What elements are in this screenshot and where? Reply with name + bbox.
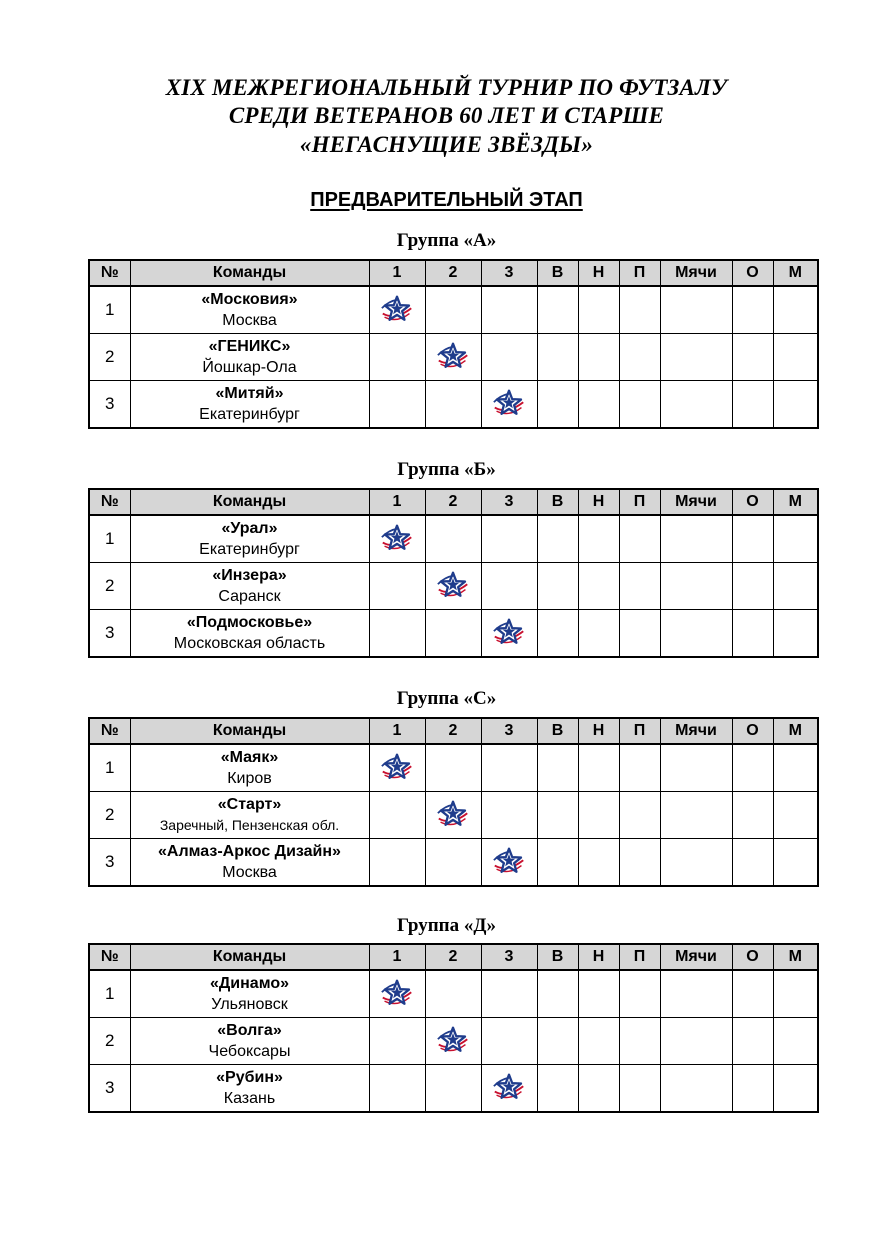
row-number: 2: [89, 1018, 130, 1065]
team-name: «Маяк»: [220, 749, 279, 766]
col-draws: Н: [578, 489, 619, 515]
self-match-cell: [425, 792, 481, 839]
team-cell: [130, 839, 369, 887]
table-row: [89, 563, 818, 610]
tournament-title-line-3: «НЕГАСНУЩИЕ ЗВЁЗДЫ»: [299, 132, 594, 157]
star-logo-icon: [379, 978, 415, 1010]
losses-cell: [619, 610, 660, 658]
draws-cell: [578, 839, 619, 887]
table-row: [89, 839, 818, 887]
place-cell: [773, 515, 818, 563]
col-teams: Команды: [130, 718, 369, 744]
star-logo-icon: [379, 294, 415, 326]
team-cell: [130, 610, 369, 658]
group-c-table: [88, 717, 819, 887]
team-city: Екатеринбург: [199, 406, 300, 423]
tournament-title-line-1: XIX МЕЖРЕГИОНАЛЬНЫЙ ТУРНИР ПО ФУТЗАЛУ: [165, 75, 728, 100]
goals-cell: [660, 334, 732, 381]
table-header-row: [89, 489, 818, 515]
col-1: 1: [369, 944, 425, 970]
team-name: «Алмаз-Аркос Дизайн»: [158, 843, 341, 860]
col-place: М: [773, 718, 818, 744]
self-match-cell: [481, 610, 537, 658]
star-logo-icon: [379, 752, 415, 784]
col-draws: Н: [578, 718, 619, 744]
row-number: 3: [89, 1065, 130, 1113]
col-place: М: [773, 489, 818, 515]
place-cell: [773, 970, 818, 1018]
group-b-table: [88, 488, 819, 658]
place-cell: [773, 563, 818, 610]
score-cell: [369, 381, 425, 429]
col-1: 1: [369, 718, 425, 744]
wins-cell: [537, 334, 578, 381]
points-cell: [732, 792, 773, 839]
points-cell: [732, 334, 773, 381]
place-cell: [773, 1018, 818, 1065]
col-wins: В: [537, 260, 578, 286]
team-city: Йошкар-Ола: [202, 359, 297, 376]
table-row: [89, 744, 818, 792]
team-name: «Инзера»: [212, 567, 287, 584]
col-points: О: [732, 944, 773, 970]
col-points: О: [732, 718, 773, 744]
team-cell: [130, 970, 369, 1018]
losses-cell: [619, 744, 660, 792]
star-logo-icon: [491, 846, 527, 878]
wins-cell: [537, 610, 578, 658]
team-cell: [130, 744, 369, 792]
place-cell: [773, 610, 818, 658]
team-name: «ГЕНИКС»: [208, 338, 291, 355]
draws-cell: [578, 563, 619, 610]
row-number: 1: [89, 286, 130, 334]
place-cell: [773, 1065, 818, 1113]
col-points: О: [732, 489, 773, 515]
star-logo-icon: [491, 388, 527, 420]
losses-cell: [619, 334, 660, 381]
group-c-title: Группа «С»: [396, 688, 497, 709]
goals-cell: [660, 563, 732, 610]
col-losses: П: [619, 489, 660, 515]
col-draws: Н: [578, 944, 619, 970]
goals-cell: [660, 381, 732, 429]
score-cell: [369, 610, 425, 658]
col-place: М: [773, 944, 818, 970]
draws-cell: [578, 1018, 619, 1065]
goals-cell: [660, 839, 732, 887]
col-teams: Команды: [130, 944, 369, 970]
team-name: «Урал»: [221, 520, 278, 537]
star-logo-icon: [435, 799, 471, 831]
score-cell: [425, 970, 481, 1018]
losses-cell: [619, 286, 660, 334]
col-wins: В: [537, 489, 578, 515]
place-cell: [773, 334, 818, 381]
wins-cell: [537, 970, 578, 1018]
score-cell: [369, 1018, 425, 1065]
losses-cell: [619, 1065, 660, 1113]
group-a-title: Группа «А»: [396, 230, 497, 251]
col-goals: Мячи: [660, 944, 732, 970]
points-cell: [732, 515, 773, 563]
team-cell: [130, 1065, 369, 1113]
table-row: [89, 381, 818, 429]
team-cell: [130, 1018, 369, 1065]
team-city: Заречный, Пензенская обл.: [159, 817, 340, 833]
score-cell: [369, 334, 425, 381]
col-1: 1: [369, 489, 425, 515]
self-match-cell: [425, 334, 481, 381]
table-row: [89, 334, 818, 381]
wins-cell: [537, 792, 578, 839]
points-cell: [732, 1065, 773, 1113]
team-cell: [130, 792, 369, 839]
losses-cell: [619, 515, 660, 563]
col-num: №: [89, 489, 130, 515]
col-2: 2: [425, 718, 481, 744]
team-name: «Подмосковье»: [186, 614, 313, 631]
group-b-title: Группа «Б»: [397, 459, 496, 480]
score-cell: [369, 1065, 425, 1113]
score-cell: [481, 286, 537, 334]
wins-cell: [537, 839, 578, 887]
table-row: [89, 970, 818, 1018]
self-match-cell: [481, 839, 537, 887]
self-match-cell: [481, 1065, 537, 1113]
col-3: 3: [481, 489, 537, 515]
team-city: Саранск: [218, 588, 281, 605]
place-cell: [773, 286, 818, 334]
wins-cell: [537, 1065, 578, 1113]
row-number: 1: [89, 970, 130, 1018]
team-cell: [130, 563, 369, 610]
row-number: 1: [89, 515, 130, 563]
wins-cell: [537, 381, 578, 429]
row-number: 3: [89, 839, 130, 887]
score-cell: [481, 1018, 537, 1065]
row-number: 2: [89, 792, 130, 839]
star-logo-icon: [491, 1072, 527, 1104]
team-city: Казань: [223, 1090, 276, 1107]
points-cell: [732, 610, 773, 658]
score-cell: [425, 839, 481, 887]
col-3: 3: [481, 260, 537, 286]
score-cell: [425, 381, 481, 429]
team-city: Москва: [222, 312, 277, 329]
draws-cell: [578, 792, 619, 839]
table-row: [89, 610, 818, 658]
losses-cell: [619, 792, 660, 839]
team-cell: [130, 381, 369, 429]
table-row: [89, 1018, 818, 1065]
draws-cell: [578, 1065, 619, 1113]
self-match-cell: [425, 563, 481, 610]
losses-cell: [619, 563, 660, 610]
place-cell: [773, 381, 818, 429]
goals-cell: [660, 610, 732, 658]
col-goals: Мячи: [660, 489, 732, 515]
team-city: Киров: [227, 770, 272, 787]
wins-cell: [537, 1018, 578, 1065]
team-city: Москва: [222, 864, 277, 881]
score-cell: [481, 792, 537, 839]
table-row: [89, 515, 818, 563]
table-header-row: [89, 260, 818, 286]
team-cell: [130, 515, 369, 563]
team-city: Московская область: [173, 635, 326, 652]
team-name: «Волга»: [217, 1022, 282, 1039]
col-draws: Н: [578, 260, 619, 286]
score-cell: [369, 839, 425, 887]
draws-cell: [578, 381, 619, 429]
self-match-cell: [369, 286, 425, 334]
col-goals: Мячи: [660, 718, 732, 744]
team-name: «Рубин»: [216, 1069, 283, 1086]
row-number: 2: [89, 334, 130, 381]
draws-cell: [578, 334, 619, 381]
table-header-row: [89, 718, 818, 744]
col-num: №: [89, 260, 130, 286]
group-d-title: Группа «Д»: [397, 915, 496, 936]
group-d-table: [88, 943, 819, 1113]
col-num: №: [89, 718, 130, 744]
star-logo-icon: [491, 617, 527, 649]
goals-cell: [660, 1065, 732, 1113]
col-2: 2: [425, 944, 481, 970]
star-logo-icon: [379, 523, 415, 555]
points-cell: [732, 970, 773, 1018]
points-cell: [732, 1018, 773, 1065]
row-number: 3: [89, 610, 130, 658]
team-city: Екатеринбург: [199, 541, 300, 558]
self-match-cell: [481, 381, 537, 429]
place-cell: [773, 792, 818, 839]
team-cell: [130, 286, 369, 334]
draws-cell: [578, 286, 619, 334]
score-cell: [425, 286, 481, 334]
losses-cell: [619, 970, 660, 1018]
team-name: «Московия»: [201, 291, 298, 308]
place-cell: [773, 839, 818, 887]
score-cell: [481, 970, 537, 1018]
points-cell: [732, 839, 773, 887]
goals-cell: [660, 515, 732, 563]
score-cell: [481, 563, 537, 610]
wins-cell: [537, 286, 578, 334]
star-logo-icon: [435, 1025, 471, 1057]
stage-heading: ПРЕДВАРИТЕЛЬНЫЙ ЭТАП: [310, 189, 583, 211]
col-num: №: [89, 944, 130, 970]
col-losses: П: [619, 260, 660, 286]
self-match-cell: [425, 1018, 481, 1065]
losses-cell: [619, 381, 660, 429]
col-2: 2: [425, 260, 481, 286]
points-cell: [732, 286, 773, 334]
team-city: Чебоксары: [208, 1043, 291, 1060]
col-1: 1: [369, 260, 425, 286]
table-row: [89, 792, 818, 839]
table-row: [89, 1065, 818, 1113]
col-3: 3: [481, 718, 537, 744]
col-wins: В: [537, 718, 578, 744]
score-cell: [425, 744, 481, 792]
star-logo-icon: [435, 341, 471, 373]
col-2: 2: [425, 489, 481, 515]
score-cell: [481, 334, 537, 381]
col-3: 3: [481, 944, 537, 970]
star-logo-icon: [435, 570, 471, 602]
score-cell: [369, 792, 425, 839]
wins-cell: [537, 515, 578, 563]
place-cell: [773, 744, 818, 792]
row-number: 1: [89, 744, 130, 792]
col-teams: Команды: [130, 489, 369, 515]
points-cell: [732, 381, 773, 429]
goals-cell: [660, 286, 732, 334]
team-city: Ульяновск: [211, 996, 288, 1013]
goals-cell: [660, 970, 732, 1018]
losses-cell: [619, 1018, 660, 1065]
col-wins: В: [537, 944, 578, 970]
goals-cell: [660, 792, 732, 839]
score-cell: [481, 744, 537, 792]
team-name: «Митяй»: [215, 385, 284, 402]
self-match-cell: [369, 744, 425, 792]
draws-cell: [578, 515, 619, 563]
score-cell: [481, 515, 537, 563]
group-a-table: [88, 259, 819, 429]
points-cell: [732, 744, 773, 792]
team-cell: [130, 334, 369, 381]
col-losses: П: [619, 944, 660, 970]
row-number: 3: [89, 381, 130, 429]
table-row: [89, 286, 818, 334]
score-cell: [425, 1065, 481, 1113]
self-match-cell: [369, 515, 425, 563]
score-cell: [425, 515, 481, 563]
draws-cell: [578, 970, 619, 1018]
goals-cell: [660, 1018, 732, 1065]
points-cell: [732, 563, 773, 610]
col-goals: Мячи: [660, 260, 732, 286]
table-header-row: [89, 944, 818, 970]
losses-cell: [619, 839, 660, 887]
col-losses: П: [619, 718, 660, 744]
col-place: М: [773, 260, 818, 286]
col-points: О: [732, 260, 773, 286]
col-teams: Команды: [130, 260, 369, 286]
self-match-cell: [369, 970, 425, 1018]
goals-cell: [660, 744, 732, 792]
draws-cell: [578, 744, 619, 792]
wins-cell: [537, 563, 578, 610]
wins-cell: [537, 744, 578, 792]
score-cell: [369, 563, 425, 610]
score-cell: [425, 610, 481, 658]
tournament-title-line-2: СРЕДИ ВЕТЕРАНОВ 60 ЛЕТ И СТАРШЕ: [228, 103, 665, 128]
row-number: 2: [89, 563, 130, 610]
team-name: «Динамо»: [210, 975, 289, 992]
team-name: «Старт»: [217, 796, 282, 813]
draws-cell: [578, 610, 619, 658]
